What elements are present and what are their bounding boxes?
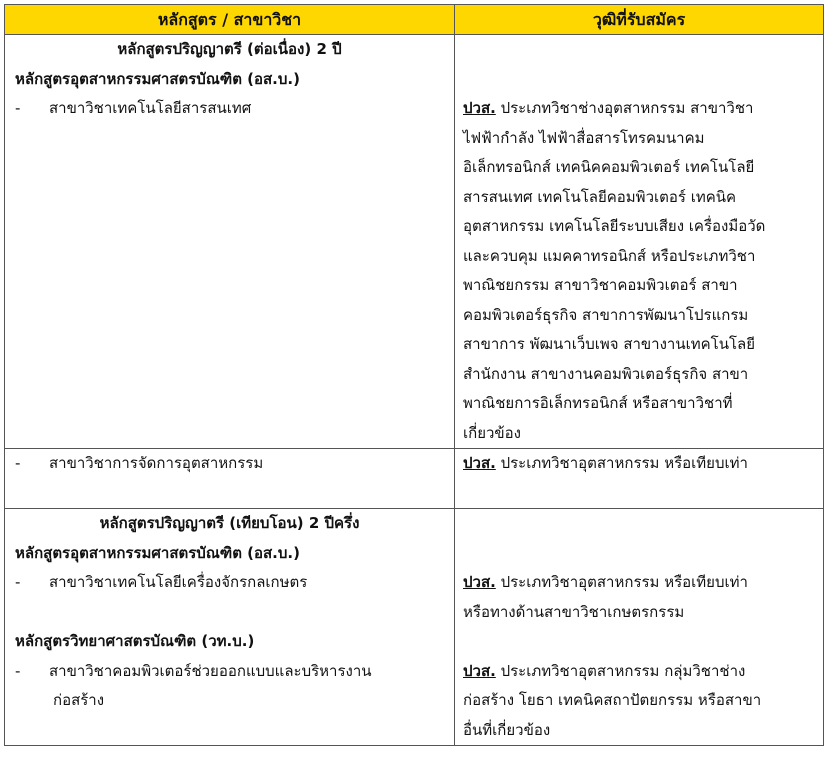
major-name-continued: ก่อสร้าง — [53, 691, 105, 709]
table-header-row — [5, 5, 824, 35]
qualification-line: พาณิชยกรรม สาขาวิชาคอมพิวเตอร์ สาขา — [463, 276, 738, 294]
degree-title: หลักสูตรอุตสาหกรรมศาสตรบัณฑิต (อส.บ.) — [15, 69, 300, 88]
qualification-line: อิเล็กทรอนิกส์ เทคนิคคอมพิวเตอร์ เทคโนโลยี — [463, 158, 755, 176]
program-cell — [5, 449, 455, 509]
bullet-dash: - — [15, 661, 21, 680]
major-name: สาขาวิชาเทคโนโลยีสารสนเทศ — [49, 99, 252, 117]
qualification-line: ปวส. ประเภทวิชาอุตสาหกรรม หรือเทียบเท่า — [463, 454, 748, 472]
program-cell-section2 — [5, 509, 455, 746]
qualification-line: อื่นที่เกี่ยวข้อง — [463, 720, 551, 739]
qualification-line: สารสนเทศ เทคโนโลยีคอมพิวเตอร์ เทคนิค — [463, 187, 737, 206]
qualification-line: หรือทางด้านสาขาวิชาเกษตรกรรม — [463, 602, 685, 621]
table-row — [5, 509, 824, 746]
table-row — [5, 35, 824, 449]
degree-title: หลักสูตรอุตสาหกรรมศาสตรบัณฑิต (อส.บ.) — [15, 543, 300, 562]
qualification-cell-section1 — [455, 35, 824, 449]
list-item — [5, 449, 454, 479]
table-row — [5, 449, 824, 509]
bullet-dash: - — [15, 454, 21, 472]
section-title: หลักสูตรปริญญาตรี (ต่อเนื่อง) 2 ปี — [117, 40, 342, 58]
qualification-line: ไฟฟ้ากำลัง ไฟฟ้าสื่อสารโทรคมนาคม — [463, 128, 705, 147]
list-item — [5, 94, 454, 124]
degree-title: หลักสูตรวิทยาศาสตรบัณฑิต (วท.บ.) — [15, 632, 255, 650]
list-item — [5, 568, 454, 598]
header-qualification: วุฒิที่รับสมัคร — [455, 5, 824, 35]
qualification-line: อุตสาหกรรม เทคโนโลยีระบบเสียง เครื่องมือวัด — [463, 217, 766, 235]
qualification-line: ก่อสร้าง โยธา เทคนิคสถาปัตยกรรม หรือสาขา — [463, 691, 762, 709]
header-program: หลักสูตร / สาขาวิชา — [5, 5, 455, 35]
bullet-dash: - — [15, 573, 21, 591]
qualification-line: คอมพิวเตอร์ธุรกิจ สาขาการพัฒนาโปรแกรม — [463, 305, 749, 324]
major-name: สาขาวิชาเทคโนโลยีเครื่องจักรกลเกษตร — [49, 573, 308, 591]
qualification-line: สำนักงาน สาขางานคอมพิวเตอร์ธุรกิจ สาขา — [463, 364, 749, 383]
qualification-line: ปวส. ประเภทวิชาอุตสาหกรรม กลุ่มวิชาช่าง — [463, 661, 746, 680]
qualification-line: พาณิชยการอิเล็กทรอนิกส์ หรือสาขาวิชาที่ — [463, 394, 733, 412]
section-title: หลักสูตรปริญญาตรี (เทียบโอน) 2 ปีครึ่ง — [99, 514, 360, 532]
qualification-line: สาขาการ พัฒนาเว็บเพจ สาขางานเทคโนโลยี — [463, 335, 755, 353]
qualification-line: ปวส. ประเภทวิชาอุตสาหกรรม หรือเทียบเท่า — [463, 573, 748, 591]
admission-table-container — [4, 4, 823, 766]
major-name: สาขาวิชาคอมพิวเตอร์ช่วยออกแบบและบริหารงาน — [49, 661, 372, 680]
major-name: สาขาวิชาการจัดการอุตสาหกรรม — [49, 454, 264, 472]
admission-table — [4, 4, 824, 746]
qualification-cell — [455, 449, 824, 509]
qualification-line: และควบคุม แมคคาทรอนิกส์ หรือประเภทวิชา — [463, 246, 756, 265]
bullet-dash: - — [15, 99, 21, 117]
list-item — [5, 657, 454, 687]
qualification-cell-section2 — [455, 509, 824, 746]
program-cell-section1 — [5, 35, 455, 449]
qualification-line: เกี่ยวข้อง — [463, 423, 522, 442]
qualification-line: ปวส. ประเภทวิชาช่างอุตสาหกรรม สาขาวิชา — [463, 99, 754, 117]
